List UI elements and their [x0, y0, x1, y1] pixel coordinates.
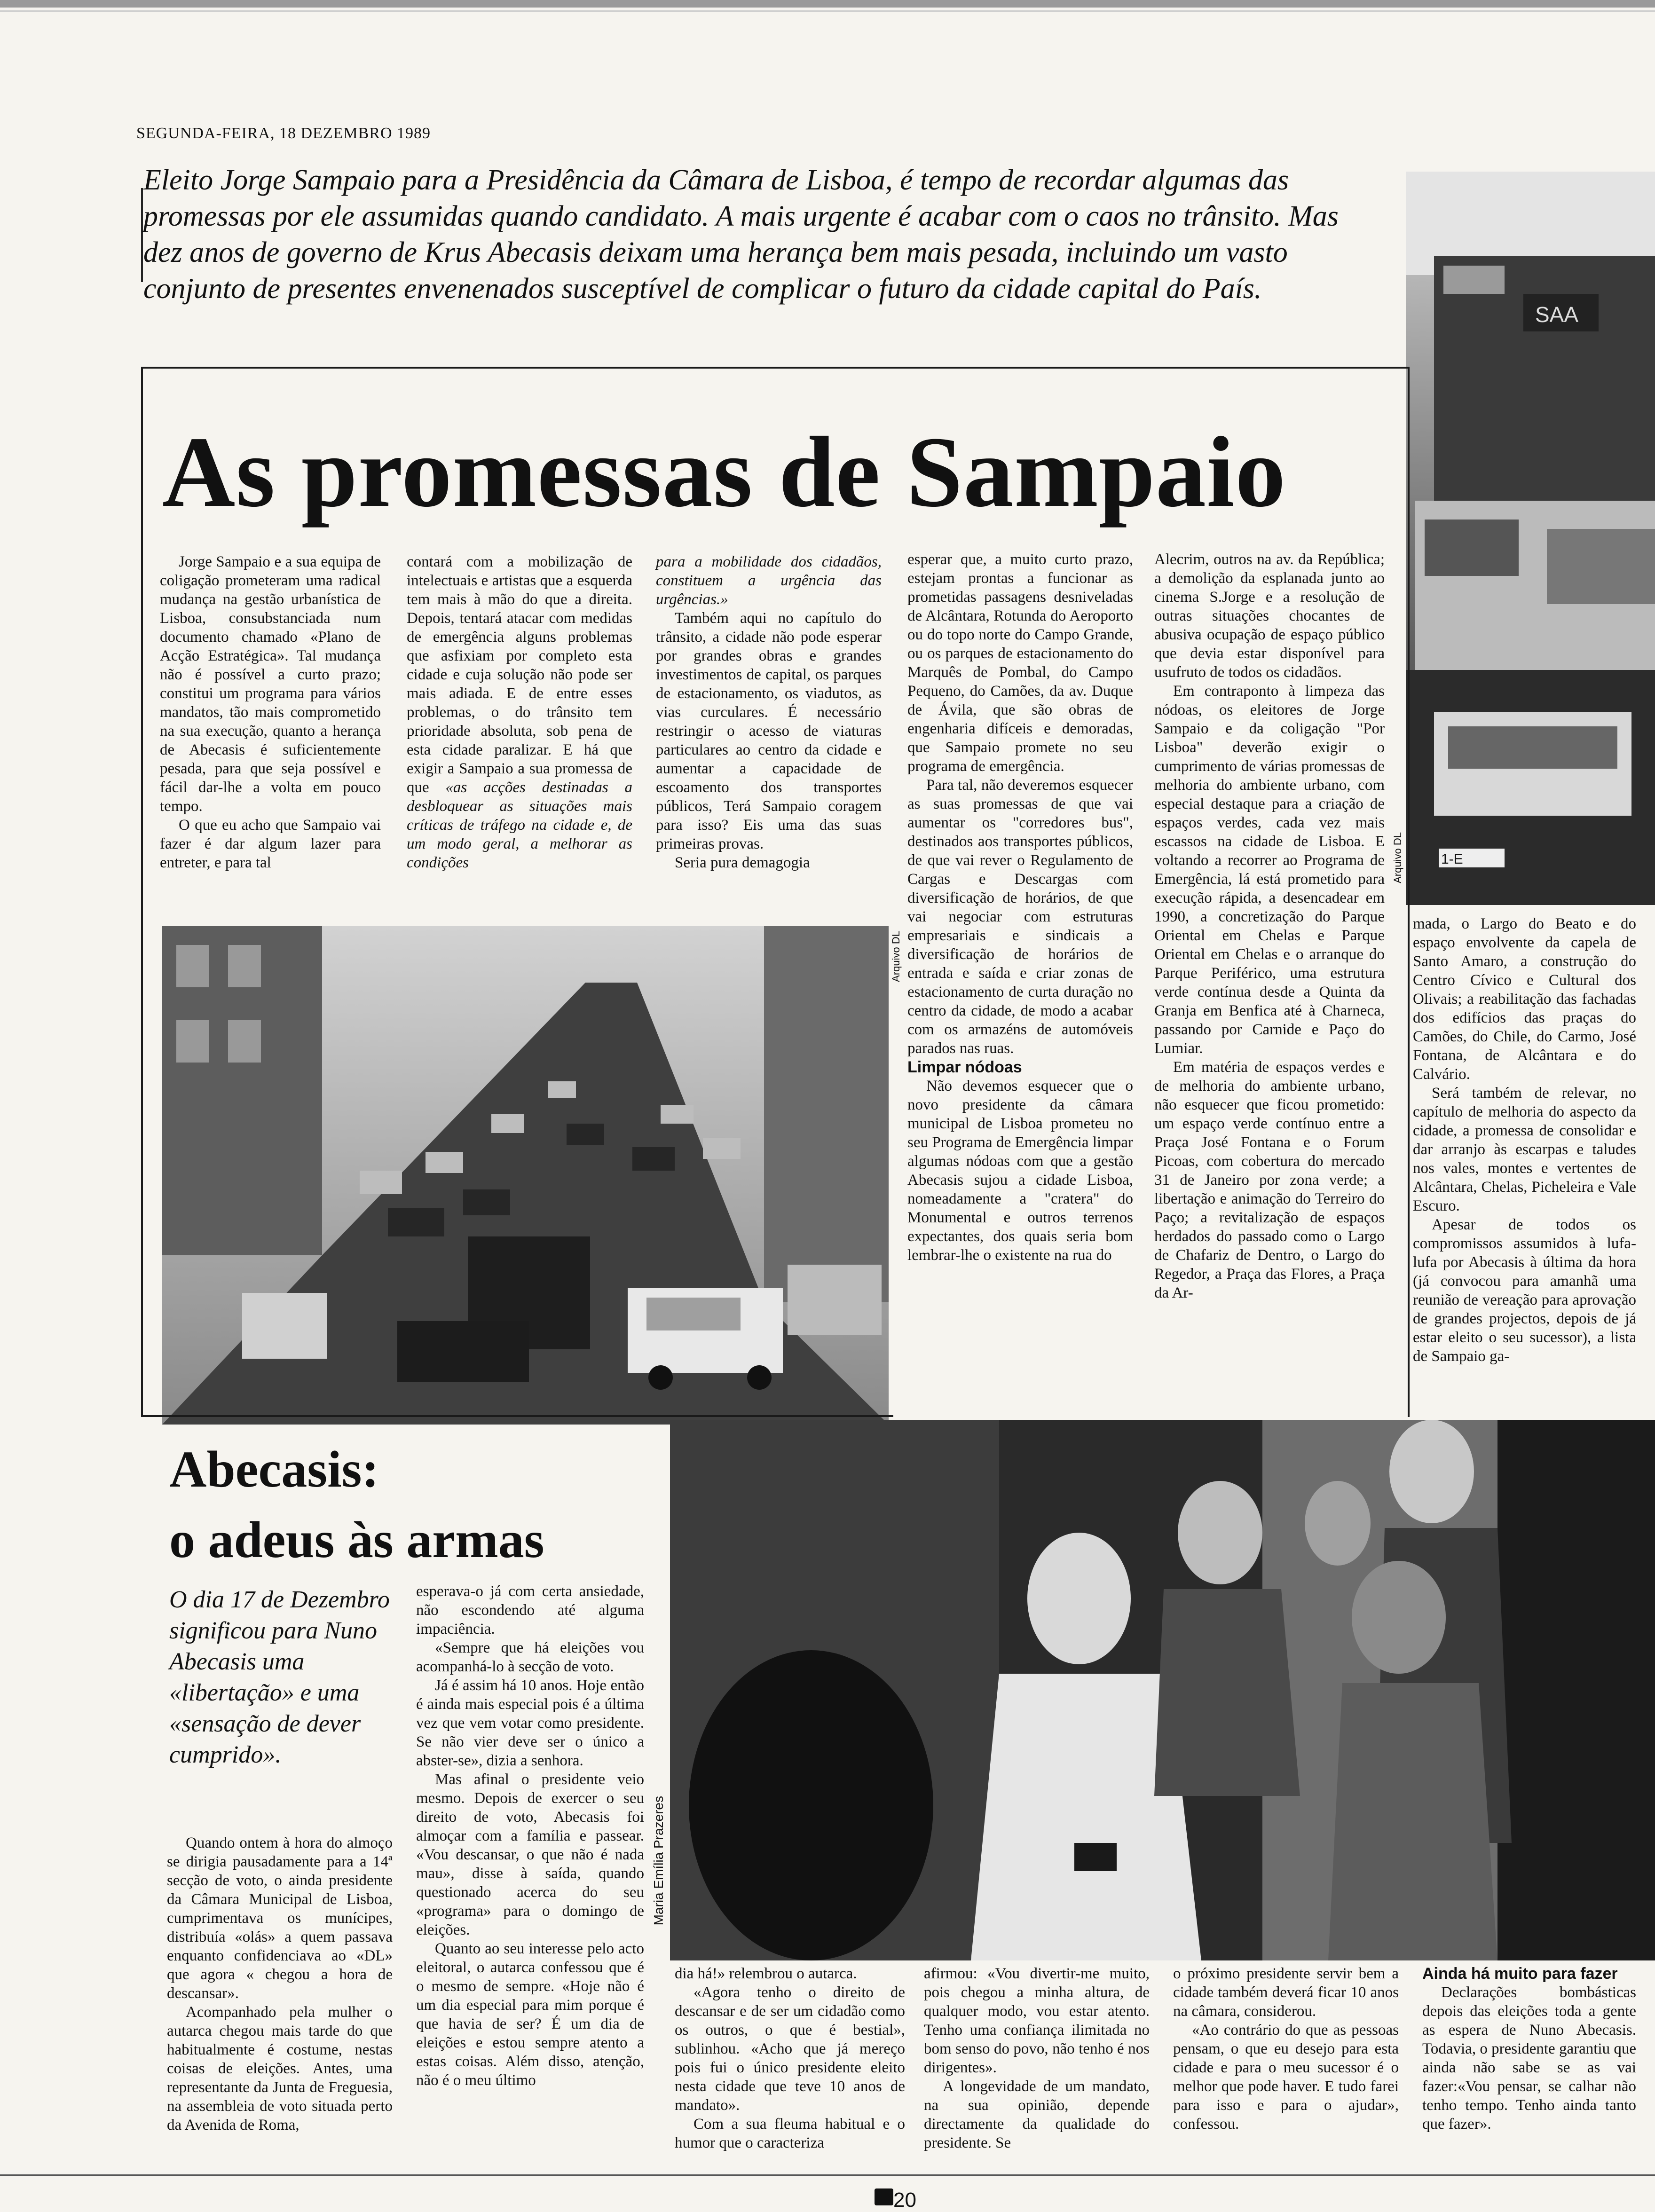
svg-text:SAA: SAA	[1535, 302, 1579, 327]
article1-col6	[1413, 914, 1636, 1366]
article2-col5	[1173, 1964, 1399, 2133]
article2-headline-line2: o adeus às armas	[169, 1511, 544, 1568]
photo-traffic	[162, 926, 889, 1425]
article2-col2-p1: esperava-o já com certa ansiedade, não escondendo até alguma impaciência.	[416, 1583, 644, 1637]
dl-logo-icon	[875, 2188, 893, 2205]
top-rule-thin	[0, 10, 1655, 12]
article1-col3	[656, 552, 882, 872]
article1-col5-p1: Alecrim, outros na av. da República; a demolição da esplanada junto ao cinema S.Jorge e a resolução de outras situações chocantes de abusiva ocupação de espaço público que devia estar disponível para usufruto de todos os cidadãos.	[1154, 551, 1385, 681]
article2-col2-p5: Quanto ao seu interesse pelo acto eleitoral, o autarca confessou que é o mesmo de sempre. «Hoje não é um dia especial para mim porque é que havia de ser? É um dia de eleições e estou sempre atento a estas coisas. Além disso, atenção, não é o meu último	[416, 1940, 644, 2089]
article2-col5-p1: o próximo presidente servir bem a cidade também deverá ficar 10 anos na câmara, considerou.	[1173, 1965, 1399, 2020]
top-rule	[0, 0, 1655, 8]
article2-col1-p1: Quando ontem à hora do almoço se dirigia pausadamente para a 14ª secção de voto, o ainda presidente da Câmara Municipal de Lisboa, cumprimentava os munícipes, distribuía «olás» a quem passava enquanto confidenciava ao «DL» que agora « chegou a hora de descansar».	[167, 1834, 393, 2002]
article1-col1-p2: O que eu acho que Sampaio vai fazer é dar algum lazer para entreter, e para tal	[160, 817, 381, 871]
article2-col1-p2: Acompanhado pela mulher o autarca chegou mais tarde do que habitualmente é costume, nestas coisas de eleições. Antes, uma representante da Junta de Freguesia, na assembleia de voto situada perto da Avenida de Roma,	[167, 2004, 393, 2133]
article1-col4-p1: esperar que, a muito curto prazo, estejam prontas a funcionar as prometidas passagens desniveladas de Alcântara, Rotunda do Aeroporto ou do topo norte do Campo Grande, ou os parques de estacionamento do Marquês de Pombal, do Campo Pequeno, do Camões, da av. Duque de Ávila, que são obras de engenharia difíceis e demoradas, que Sampaio promete no seu programa de emergência.	[907, 551, 1133, 775]
article-headline: As promessas de Sampaio	[162, 416, 1286, 528]
article1-col4-p3: Não devemos esquecer que o novo presidente da câmara municipal de Lisboa prometeu no seu Programa de Emergência limpar algumas nódoas com que a gestão Abecasis sujou a cidade Lisboa, nomeadamente a "cratera" do Monumental e outros terrenos expectantes, dos quais seria bom lembrar-lhe o existente na rua do	[907, 1078, 1133, 1264]
photo-credit-traffic: Arquivo DL	[890, 931, 902, 982]
article2-col3-p3: Com a sua fleuma habitual e o humor que o caracteriza	[675, 2116, 905, 2151]
article2-col3-p1: dia há!» relembrou o autarca.	[675, 1965, 857, 1982]
article2-col3	[675, 1964, 905, 2152]
bottom-rule	[0, 2174, 1655, 2176]
article1-col1	[160, 552, 381, 872]
article2-col2-p4: Mas afinal o presidente veio mesmo. Depois de exercer o seu direito de voto, Abecasis foi almoçar com a família e passear. «Vou descansar, o que não é nada mau», disse à saída, quando questionado acerca do seu «programa» para o domingo de eleições.	[416, 1771, 644, 1938]
article1-col2-text: contará com a mobilização de intelectuais e artistas que a esquerda tem mais à mão do que a direita. Depois, tentará atacar com medidas de emergência alguns problemas que asfixiam por completo esta cidade e cuja solução não pode ser mais adiada. E de entre esses problemas, o do trânsito tem prioridade absoluta, sob pena de esta cidade paralizar. E há que exigir a Sampaio a sua promessa de que	[407, 553, 632, 796]
article2-subhead: Ainda há muito para fazer	[1422, 1965, 1618, 1983]
article1-col5-p3: Em matéria de espaços verdes e de melhoria do ambiente urbano, não esquecer que ficou prometido: um espaço verde contínuo entre a Praça José Fontana e o Forum Picoas, com cobertura do mercado 31 de Janeiro por zona verde; a libertação e animação do Terreiro do Paço; a revitalização de espaços herdados do passado como o Largo de Chafariz de Dentro, o Largo do Regedor, a Praça das Flores, a Praça da Ar-	[1154, 1059, 1385, 1301]
article1-col5	[1154, 550, 1385, 1302]
photo-abecasis	[670, 1420, 1655, 1960]
article2-headline	[169, 1434, 544, 1575]
article1-col5-p2: Em contraponto à limpeza das nódoas, os eleitores de Jorge Sampaio e da coligação "Por Lisboa" deverão exigir o cumprimento de várias promessas de melhoria do ambiente urbano, com especial destaque para a criação de espaços verdes, cada vez mais escassos na cidade de Lisboa. E voltando a recorrer ao Programa de Emergência, lá está prometido para execução rápida, a desencadear em 1990, a concretização do Parque Oriental em Chelas e Parque Oriental em Chelas e o arranque do Parque Periférico, uma estrutura verde contínua desde a Quinta da Granja em Benfica até à Charneca, passando por Carnide e Paço do Lumiar.	[1154, 683, 1385, 1057]
article2-headline-line1: Abecasis:	[169, 1441, 379, 1498]
article1-col1-p1: Jorge Sampaio e a sua equipa de coligação prometeram uma radical mudança na gestão urbanística de Lisboa, consubstanciada num documento chamado «Plano de Acção Estratégica». Tal mudança não é possível a curto prazo; constitui um programa para vários mandatos, tão mais comprometido na sua execução, quanto a herança de Abecasis é suficientemente pesada, para que seja possível e fácil dar-lhe a volta em pouco tempo.	[160, 553, 381, 815]
article1-subhead: Limpar nódoas	[907, 1058, 1022, 1076]
article1-col6-p2: Será também de relevar, no capítulo de melhoria do aspecto da cidade, a promessa de consolidar e dar arranjo às escarpas e taludes nos vales, montes e vertentes de Alcântara, Chelas, Picheleira e Vale Escuro.	[1413, 1085, 1636, 1214]
article1-col3-quote: para a mobilidade dos cidadãos, constituem a urgência das urgências.»	[656, 553, 882, 608]
article2-col6	[1422, 1964, 1636, 2133]
article2-col4-p2: A longevidade de um mandato, na sua opinião, depende directamente da qualidade do presidente. Se	[924, 2078, 1150, 2151]
article1-col4-p2: Para tal, não deveremos esquecer as suas promessas de que vai aumentar os "corredores bus", destinados aos transportes públicos, de que vai rever o Regulamento de Cargas e Descargas com diversificação de horários, de que vai negociar com estruturas empresariais e sindicais a diversificação de horários de entrada e saída e criar zonas de estacionamento de curta duração no centro da cidade, de modo a acabar com os armazéns de automóveis parados nas ruas.	[907, 777, 1133, 1057]
article1-col2-quote: «as acções destinadas a desbloquear as situações mais críticas de tráfego na cidade e, de um modo geral, a melhorar as condições	[407, 779, 633, 871]
photo-credit-right: Arquivo DL	[1392, 832, 1403, 883]
dateline: SEGUNDA-FEIRA, 18 DEZEMBRO 1989	[136, 125, 431, 142]
article2-col2-p3: Já é assim há 10 anos. Hoje então é ainda mais especial pois é a última vez que vem votar como presidente. Se não vier deve ser o único a abster-se», dizia a senhora.	[416, 1677, 644, 1769]
article2-col2-p2: «Sempre que há eleições vou acompanhá-lo à secção de voto.	[416, 1639, 644, 1675]
article2-col5-p2: «Ao contrário do que as pessoas pensam, o que eu desejo para esta cidade e para o meu sucessor é o melhor que pode haver. E tudo farei para isso e para o ajudar», confessou.	[1173, 2022, 1399, 2133]
svg-text:1-E: 1-E	[1441, 851, 1463, 867]
article1-col6-p1: mada, o Largo do Beato e do espaço envolvente da capela de Santo Amaro, a construção do Centro Cívico e Cultural dos Olivais; a reabilitação das fachadas dos edifícios das praças do Camões, do Chile, do Carmo, José Fontana, de Alcântara e do Calvário.	[1413, 915, 1636, 1083]
article2-col4	[924, 1964, 1150, 2152]
article1-col2	[407, 552, 632, 872]
page-number: 20	[893, 2188, 916, 2212]
article2-lead: O dia 17 de Dezembro significou para Nuno Abecasis uma «libertação» e uma «sensação de dever cumprido».	[169, 1586, 390, 1768]
article2-col3-p2: «Agora tenho o direito de descansar e de ser um cidadão como os outros, o que é bestial», sublinhou. «Acho que já mereço pois fui o único presidente eleito nesta cidade que teve 10 anos de mandato».	[675, 1984, 905, 2114]
photo-street-bus	[1406, 172, 1655, 905]
article2-col6-p1: Declarações bombásticas depois das eleições toda a gente as espera de Nuno Abecasis. Todavia, o presidente garantiu que ainda não sabe se as vai fazer:«Vou pensar, se calhar não tenho tempo. Tenho ainda tanto que fazer».	[1422, 1984, 1636, 2133]
intro-rule	[141, 188, 143, 282]
article-frame-bottom	[141, 1415, 893, 1417]
article2-col2	[416, 1582, 644, 2090]
article2-col4-p1: afirmou: «Vou divertir-me muito, pois chegou a minha altura, de qualquer modo, vou estar atento. Tenho uma confiança ilimitada no bom senso do povo, não tenho é nos dirigentes».	[924, 1965, 1150, 2076]
article1-col3-p2: Seria pura demagogia	[675, 854, 810, 871]
article2-col1	[167, 1834, 393, 2134]
article1-col6-p3: Apesar de todos os compromissos assumidos à lufa-lufa por Abecasis à última da hora (já convocou para amanhã uma reunião de vereação para aprovação de grandes projectos, depois de já estar eleito o seu sucessor), a lista de Sampaio ga-	[1413, 1216, 1636, 1365]
article1-col3-p1: Também aqui no capítulo do trânsito, a cidade não pode esperar por grandes obras e grandes investimentos de capital, os parques de estacionamento, os viadutos, as vias curculares. É necessário restringir o acesso de viaturas particulares ao centro da cidade e aumentar a capacidade de escoamento dos transportes públicos, Terá Sampaio coragem para isso? Eis uma das suas primeiras provas.	[656, 610, 882, 852]
photo-credit-abecasis: Maria Emília Prazeres	[651, 1796, 666, 1926]
intro-paragraph: Eleito Jorge Sampaio para a Presidência da Câmara de Lisboa, é tempo de recordar algumas das promessas por ele assumidas quando candidato. A mais urgente é acabar com o caos no trânsito. Mas dez anos de governo de Krus Abecasis deixam uma herança bem mais pesada, incluindo um vasto conjunto de presentes envenenados susceptível de complicar o futuro da cidade capital do País.	[143, 164, 1339, 305]
article1-col4	[907, 550, 1133, 1265]
